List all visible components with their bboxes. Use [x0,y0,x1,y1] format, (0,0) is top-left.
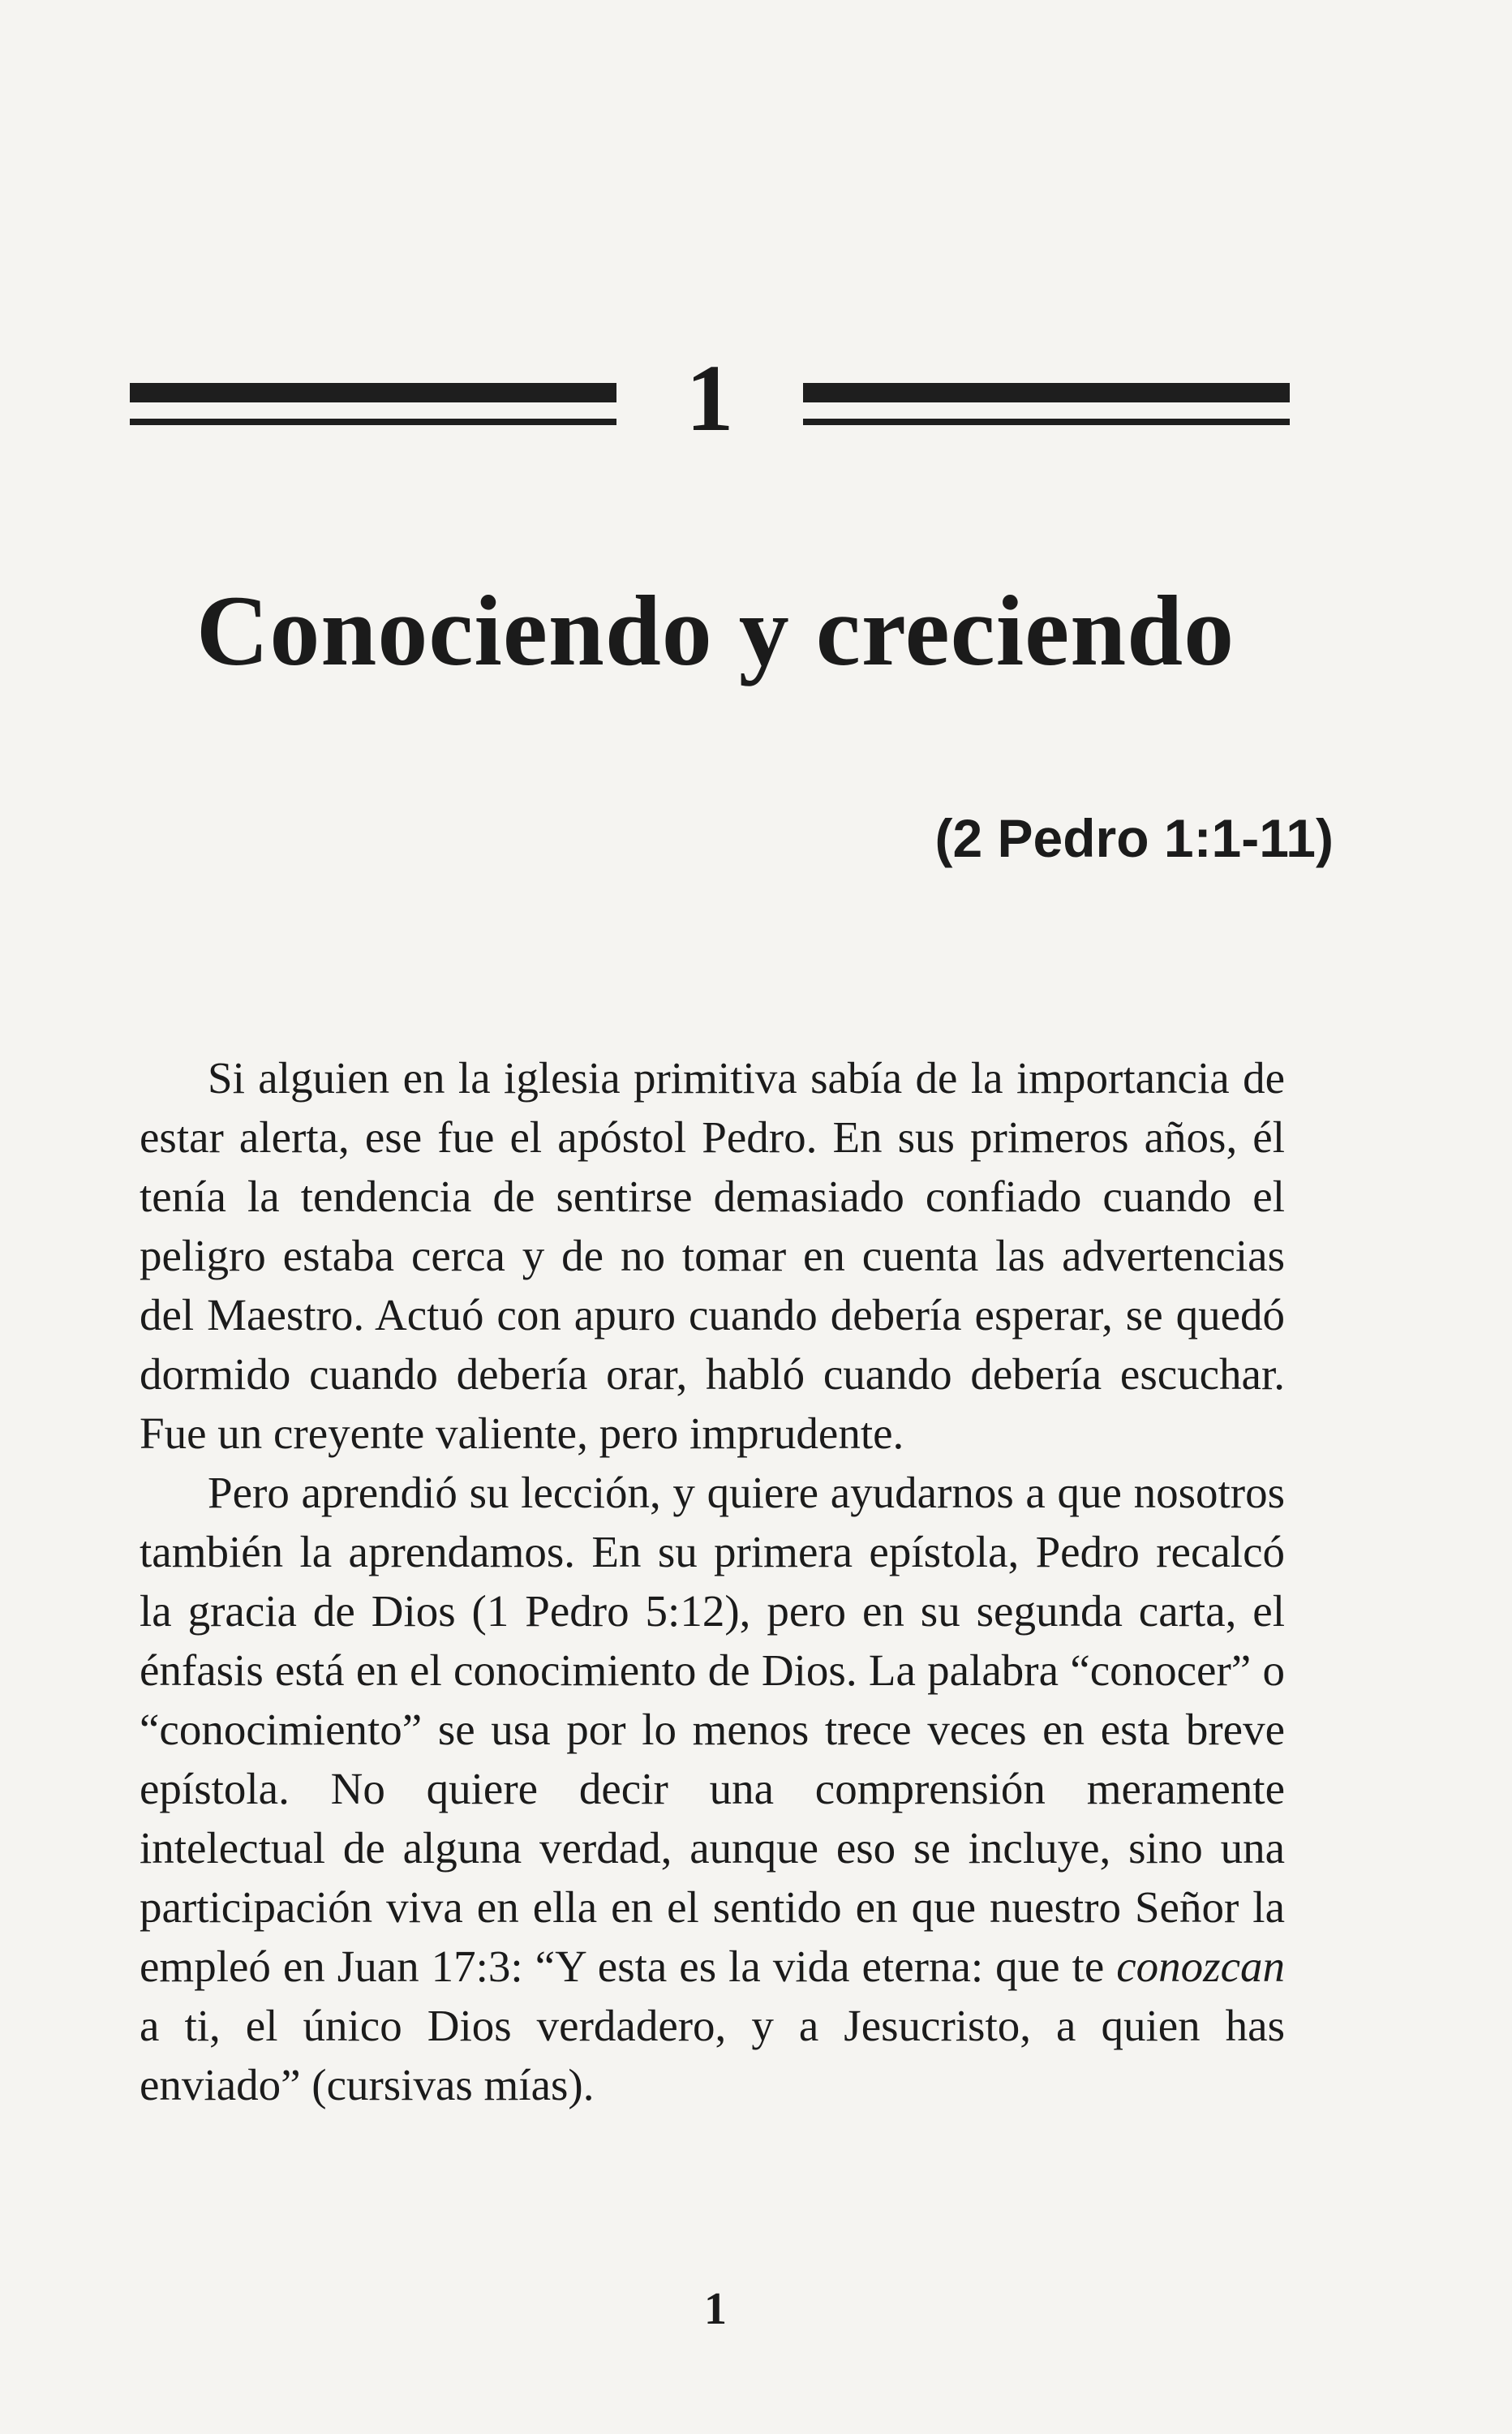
right-thick-rule [803,383,1290,402]
page-number: 1 [704,2284,727,2334]
chapter-number: 1 [685,345,734,451]
body-text [140,1048,1285,2114]
chapter-header [130,345,1290,454]
left-double-rule [130,383,616,432]
italic-word: conozcan [1116,1942,1285,1991]
left-thin-rule [130,419,616,425]
left-thick-rule [130,383,616,402]
scripture-reference: (2 Pedro 1:1-11) [934,808,1334,868]
paragraph-text: a ti, el único Dios verdadero, y a Jesucristo, a quien has enviado” (cursivas mías). [140,2001,1285,2109]
chapter-title: Conociendo y creciendo [195,575,1235,686]
paragraph-text: Pero aprendió su lección, y quiere ayudarnos a que nosotros también la aprendamos. En su primera epístola, Pedro recalcó la gracia de Dios (1 Pedro 5:12), pero en su segunda carta, el énfasis está en el conocimiento de Dios. La palabra “conocer” o “conocimiento” se usa por lo menos trece veces en esta breve epístola. No quiere decir una comprensión meramente intelectual de alguna verdad, aunque eso se incluye, sino una participación viva en ella en el sentido en que nuestro Señor la empleó en Juan 17:3: “Y esta es la vida eterna: que te [140,1468,1285,1991]
right-double-rule [803,383,1290,432]
right-thin-rule [803,419,1290,425]
paragraph: Si alguien en la iglesia primitiva sabía de la importancia de estar alerta, ese fue el apóstol Pedro. En sus primeros años, él tenía la tendencia de sentirse demasiado confiado cuando el peligro estaba cerca y de no tomar en cuenta las advertencias del Maestro. Actuó con apuro cuando debería esperar, se quedó dormido cuando debería orar, habló cuando debería escuchar. Fue un creyente valiente, pero imprudente. [140,1053,1285,1458]
paragraph [140,1463,1285,2114]
